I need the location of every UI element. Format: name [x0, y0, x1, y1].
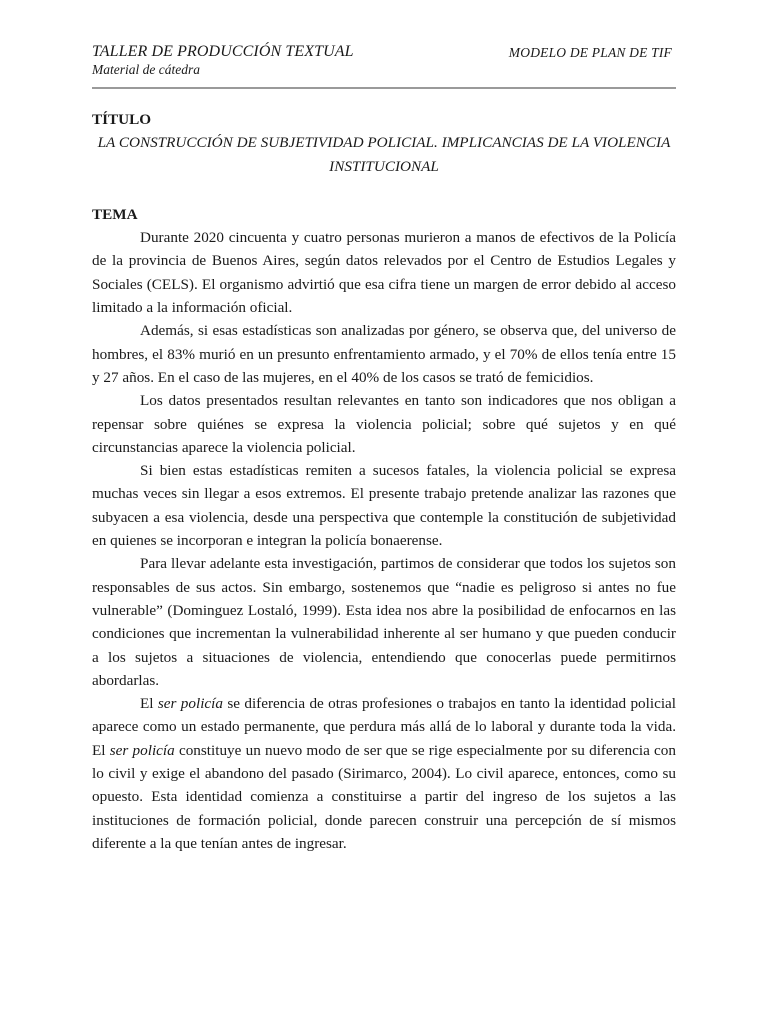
paragraph-2: Además, si esas estadísticas son analizadas por género, se observa que, del universo de hombres, el 83% murió en un presunto enfrentamiento armado, y el 70% de ellos tenía entre 15 y 27 años. En el caso de las mujeres, en el 40% de los casos se trató de femicidios.: [92, 322, 676, 386]
title-label: TÍTULO: [92, 111, 152, 128]
page-header: [92, 42, 676, 78]
tema-label: TEMA: [92, 205, 138, 223]
document-type-label: MODELO DE PLAN DE TIF: [508, 45, 672, 60]
paragraph-6-text-a: El: [140, 695, 158, 713]
course-subtitle: Material de cátedra: [92, 62, 200, 77]
document-title: LA CONSTRUCCIÓN DE SUBJETIVIDAD POLICIAL. IMPLICANCIAS DE LA VIOLENCIA INSTITUCIONAL: [97, 134, 671, 175]
emphasis-ser-policia: ser policía: [109, 741, 175, 759]
paragraph-6-text-c: constituye un nuevo modo de ser que se rige especialmente por su diferencia con lo civil y exige el abandono del pasado (Sirimarco, 2004). Lo civil aparece, entonces, como su opuesto. Esta identidad comienza a constituirse a partir del ingreso de los sujetos a las instituciones de formación policial, donde parecen construir una percepción de sí mismos diferente a la que tenían antes de ingresar.: [92, 741, 676, 852]
emphasis-ser-policia: ser policía: [157, 695, 223, 713]
document-body: [92, 108, 676, 855]
paragraph-6-text-b: se diferencia de otras profesiones o trabajos en tanto la identidad policial aparece como un estado permanente, que perdura más allá de lo laboral y durante toda la vida. El: [92, 695, 676, 759]
paragraph-3: Los datos presentados resultan relevantes en tanto son indicadores que nos obligan a repensar sobre quiénes se expresa la violencia policial; sobre qué sujetos y en qué circunstancias aparece la violencia policial.: [92, 392, 676, 456]
paragraph-5: Para llevar adelante esta investigación, partimos de considerar que todos los sujetos son responsables de sus actos. Sin embargo, sostenemos que “nadie es peligroso si antes no fue vulnerable” (Dominguez Lostaló, 1999). Esta idea nos abre la posibilidad de enfocarnos en las condiciones que incrementan la vulnerabilidad inherente al ser humano y que pueden conducir a los sujetos a situaciones de violencia, entendiendo que conocerlas puede permitirnos abordarlas.: [92, 555, 676, 689]
course-title: TALLER DE PRODUCCIÓN TEXTUAL: [92, 43, 354, 60]
header-divider: [92, 87, 676, 89]
paragraph-4: Si bien estas estadísticas remiten a sucesos fatales, la violencia policial se expresa muchas veces sin llegar a esos extremos. El presente trabajo pretende analizar las razones que subyacen a esa violencia, desde una perspectiva que contemple la constitución de subjetividad en quienes se incorporan e integran la policía bonaerense.: [92, 462, 676, 550]
paragraph-1: Durante 2020 cincuenta y cuatro personas murieron a manos de efectivos de la Policía de la provincia de Buenos Aires, según datos relevados por el Centro de Estudios Legales y Sociales (CELS). El organismo advirtió que esa cifra tiene un margen de error debido al acceso limitado a la información oficial.: [92, 229, 676, 317]
paragraph-6: [92, 692, 676, 855]
